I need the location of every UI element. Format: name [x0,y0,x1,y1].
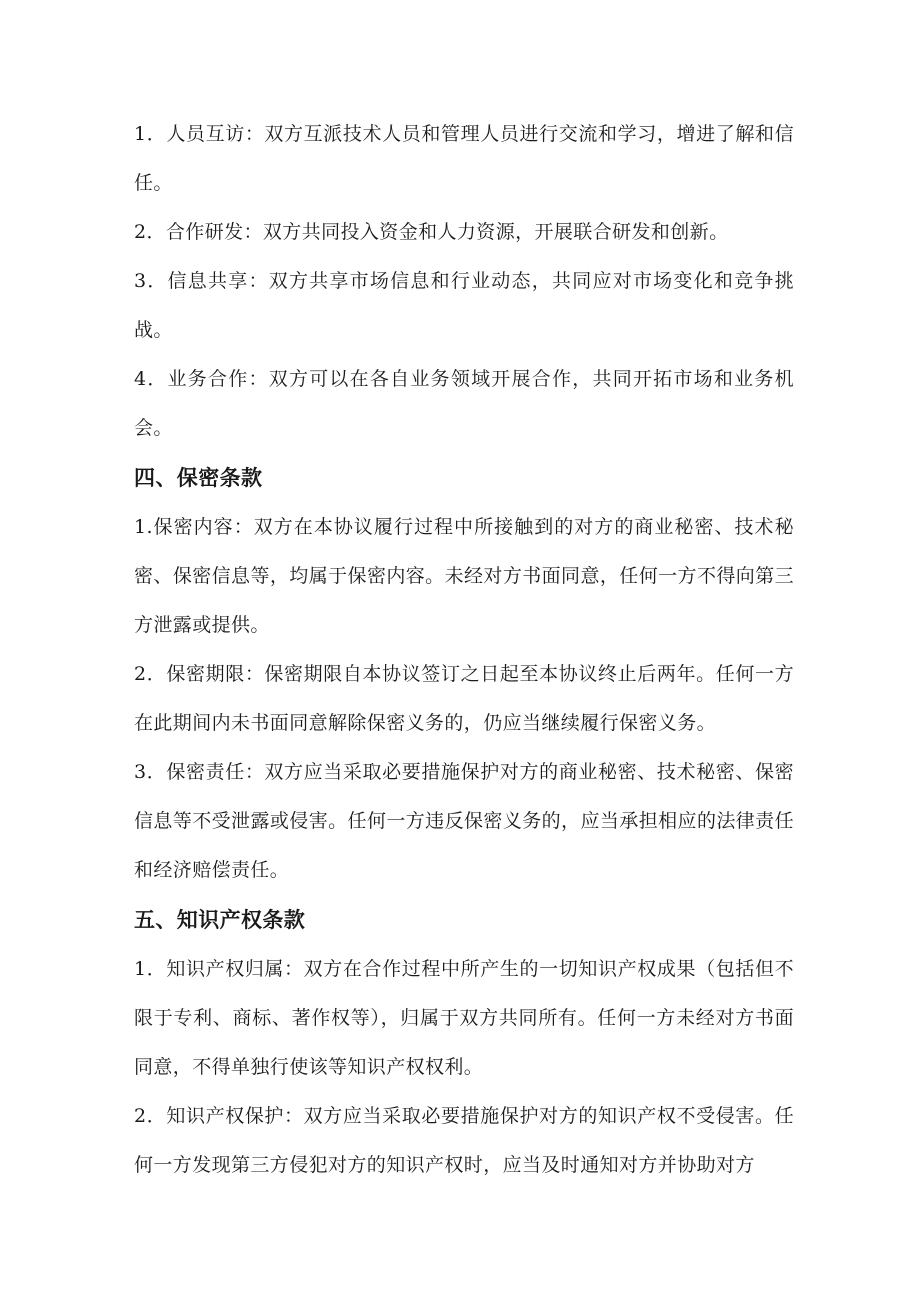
section3-item-2: 2．合作研发：双方共同投入资金和人力资源，开展联合研发和创新。 [134,221,729,243]
section5-heading: 五、知识产权条款 [134,907,306,932]
section5-item-1: 1．知识产权归属：双方在合作过程中所产生的一切知识产权成果（包括但不限于专利、商标、著作权等），归属于双方共同所有。任何一方未经对方书面同意，不得单独行使该等知识产权权利。 [134,958,794,1078]
section3-item-1: 1．人员互访：双方互派技术人员和管理人员进行交流和学习，增进了解和信任。 [134,123,794,194]
section3-item-3: 3．信息共享：双方共享市场信息和行业动态，共同应对市场变化和竞争挑战。 [134,270,794,341]
section4-heading: 四、保密条款 [134,465,263,490]
section5-item-2: 2．知识产权保护：双方应当采取必要措施保护对方的知识产权不受侵害。任何一方发现第三方侵犯对方的知识产权时，应当及时通知对方并协助对方 [134,1105,794,1176]
section4-item-1: 1.保密内容：双方在本协议履行过程中所接触到的对方的商业秘密、技术秘密、保密信息等，均属于保密内容。未经对方书面同意，任何一方不得向第三方泄露或提供。 [134,516,794,636]
section4-item-2: 2．保密期限：保密期限自本协议签订之日起至本协议终止后两年。任何一方在此期间内未书面同意解除保密义务的，仍应当继续履行保密义务。 [134,663,794,734]
section3-item-4: 4．业务合作：双方可以在各自业务领域开展合作，共同开拓市场和业务机会。 [134,368,794,439]
section4-item-3: 3．保密责任：双方应当采取必要措施保护对方的商业秘密、技术秘密、保密信息等不受泄露或侵害。任何一方违反保密义务的，应当承担相应的法律责任和经济赔偿责任。 [134,761,794,881]
